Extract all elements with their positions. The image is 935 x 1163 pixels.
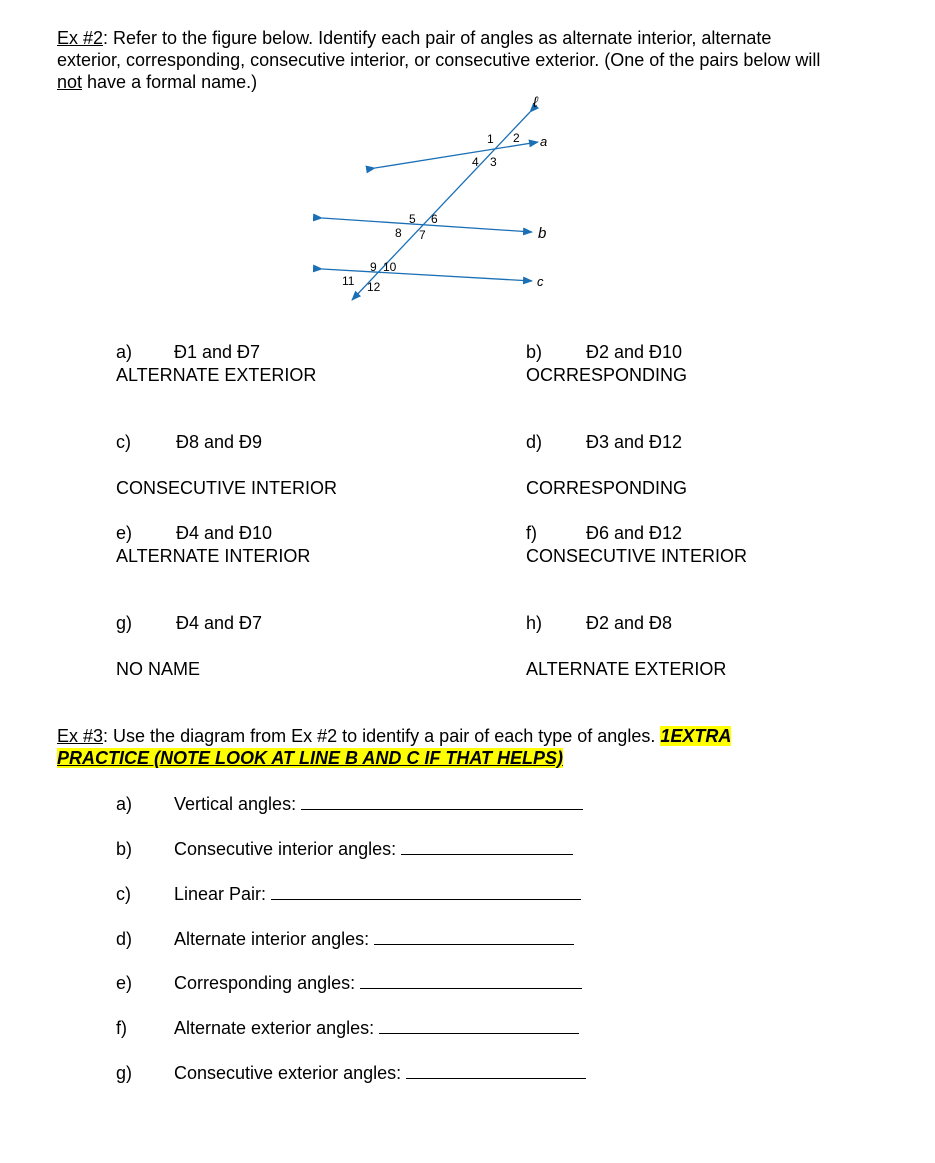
answer-e-pair: Ð4 and Ð10	[176, 523, 273, 543]
angle-12: 12	[367, 280, 381, 294]
ex3-item-d-label: Alternate interior angles:	[174, 929, 370, 949]
answer-c-pair: Ð8 and Ð9	[176, 432, 263, 452]
ex3-item-d-blank[interactable]	[374, 944, 574, 945]
answer-h-response: ALTERNATE EXTERIOR	[526, 659, 727, 679]
answer-g-pair: Ð4 and Ð7	[176, 613, 263, 633]
ex3-item-e-letter: e)	[116, 973, 133, 993]
angle-4: 4	[472, 155, 479, 169]
answer-d-response: CORRESPONDING	[526, 478, 688, 498]
answer-b-pair: Ð2 and Ð10	[586, 342, 683, 362]
ex3-highlight-1: 1EXTRA	[660, 726, 732, 746]
ex3-item-g-blank[interactable]	[406, 1078, 586, 1079]
ex3-item-e-blank[interactable]	[360, 988, 582, 989]
ex2-instructions-line2: exterior, corresponding, consecutive interior, or consecutive exterior. (One of the pairs below will	[57, 50, 821, 70]
ex3-highlight-2: PRACTICE (NOTE LOOK AT LINE B AND C IF THAT HELPS)	[57, 748, 563, 768]
angle-2: 2	[513, 131, 520, 145]
label-line-b: b	[538, 225, 547, 242]
answer-d-letter: d)	[526, 432, 543, 452]
angle-11: 11	[342, 274, 355, 288]
ex3-item-c-label: Linear Pair:	[174, 884, 267, 904]
answer-d-question	[526, 431, 683, 453]
answer-h-question	[526, 612, 673, 634]
answer-g-letter: g)	[116, 613, 133, 633]
answer-f-response: CONSECUTIVE INTERIOR	[526, 546, 748, 566]
ex3-item-c	[116, 883, 267, 905]
angle-3: 3	[490, 155, 497, 169]
angle-6: 6	[431, 212, 438, 226]
angle-1: 1	[487, 132, 494, 146]
answer-f-pair: Ð6 and Ð12	[586, 523, 683, 543]
answer-c-response: CONSECUTIVE INTERIOR	[116, 478, 338, 498]
answer-e-response: ALTERNATE INTERIOR	[116, 546, 311, 566]
label-line-a: a	[540, 134, 548, 149]
ex3-item-b-label: Consecutive interior angles:	[174, 839, 397, 859]
ex3-item-g-letter: g)	[116, 1063, 133, 1083]
ex3-item-d-letter: d)	[116, 929, 133, 949]
angle-8: 8	[395, 226, 402, 240]
transversal-l	[352, 112, 530, 300]
line-a	[375, 142, 538, 168]
answer-a-letter: a)	[116, 342, 133, 362]
answer-a-response: ALTERNATE EXTERIOR	[116, 365, 317, 385]
ex3-item-c-blank[interactable]	[271, 899, 581, 900]
answer-b-response: OCRRESPONDING	[526, 365, 688, 385]
ex3-line1-text: : Use the diagram from Ex #2 to identify a pair of each type of angles.	[103, 726, 661, 746]
ex3-item-f	[116, 1017, 375, 1039]
angle-10: 10	[383, 260, 397, 274]
ex3-item-a	[116, 793, 297, 815]
ex3-item-a-label: Vertical angles:	[174, 794, 297, 814]
ex2-label: Ex #2	[57, 28, 104, 48]
ex3-item-a-letter: a)	[116, 794, 133, 814]
ex3-instructions-line1	[57, 725, 731, 747]
ex3-item-b-letter: b)	[116, 839, 133, 859]
ex3-item-a-blank[interactable]	[301, 809, 583, 810]
ex2-line1-text: : Refer to the figure below. Identify each pair of angles as alternate interior, alternate	[103, 28, 772, 48]
answer-d-pair: Ð3 and Ð12	[586, 432, 683, 452]
angle-7: 7	[419, 228, 426, 242]
answer-a-question	[116, 341, 261, 363]
answer-h-pair: Ð2 and Ð8	[586, 613, 673, 633]
answer-a-pair: Ð1 and Ð7	[174, 342, 261, 362]
ex3-item-e	[116, 972, 356, 994]
ex2-line3-text: have a formal name.)	[82, 72, 258, 92]
ex3-item-f-blank[interactable]	[379, 1033, 579, 1034]
angle-9: 9	[370, 260, 377, 274]
ex3-item-e-label: Corresponding angles:	[174, 973, 356, 993]
ex2-not-word: not	[57, 72, 83, 92]
ex3-item-b	[116, 838, 397, 860]
answer-e-letter: e)	[116, 523, 133, 543]
answer-b-question	[526, 341, 683, 363]
answer-e-question	[116, 522, 273, 544]
label-line-l: ℓ	[533, 94, 538, 111]
answer-c-question	[116, 431, 263, 453]
label-line-c: c	[537, 274, 544, 289]
answer-g-response: NO NAME	[116, 659, 201, 679]
parallel-lines-figure	[0, 90, 935, 410]
ex3-label: Ex #3	[57, 726, 104, 746]
ex3-item-b-blank[interactable]	[401, 854, 573, 855]
ex3-instructions-line2	[57, 747, 563, 769]
ex3-item-f-letter: f)	[116, 1018, 127, 1038]
answer-f-letter: f)	[526, 523, 537, 543]
answer-g-question	[116, 612, 263, 634]
answer-h-letter: h)	[526, 613, 543, 633]
answer-c-letter: c)	[116, 432, 131, 452]
ex3-item-g-label: Consecutive exterior angles:	[174, 1063, 402, 1083]
ex3-item-c-letter: c)	[116, 884, 131, 904]
angle-5: 5	[409, 212, 416, 226]
answer-b-letter: b)	[526, 342, 543, 362]
ex2-instructions-line1	[57, 27, 771, 49]
ex3-item-d	[116, 928, 370, 950]
ex3-item-f-label: Alternate exterior angles:	[174, 1018, 375, 1038]
answer-f-question	[526, 522, 683, 544]
ex3-item-g	[116, 1062, 402, 1084]
